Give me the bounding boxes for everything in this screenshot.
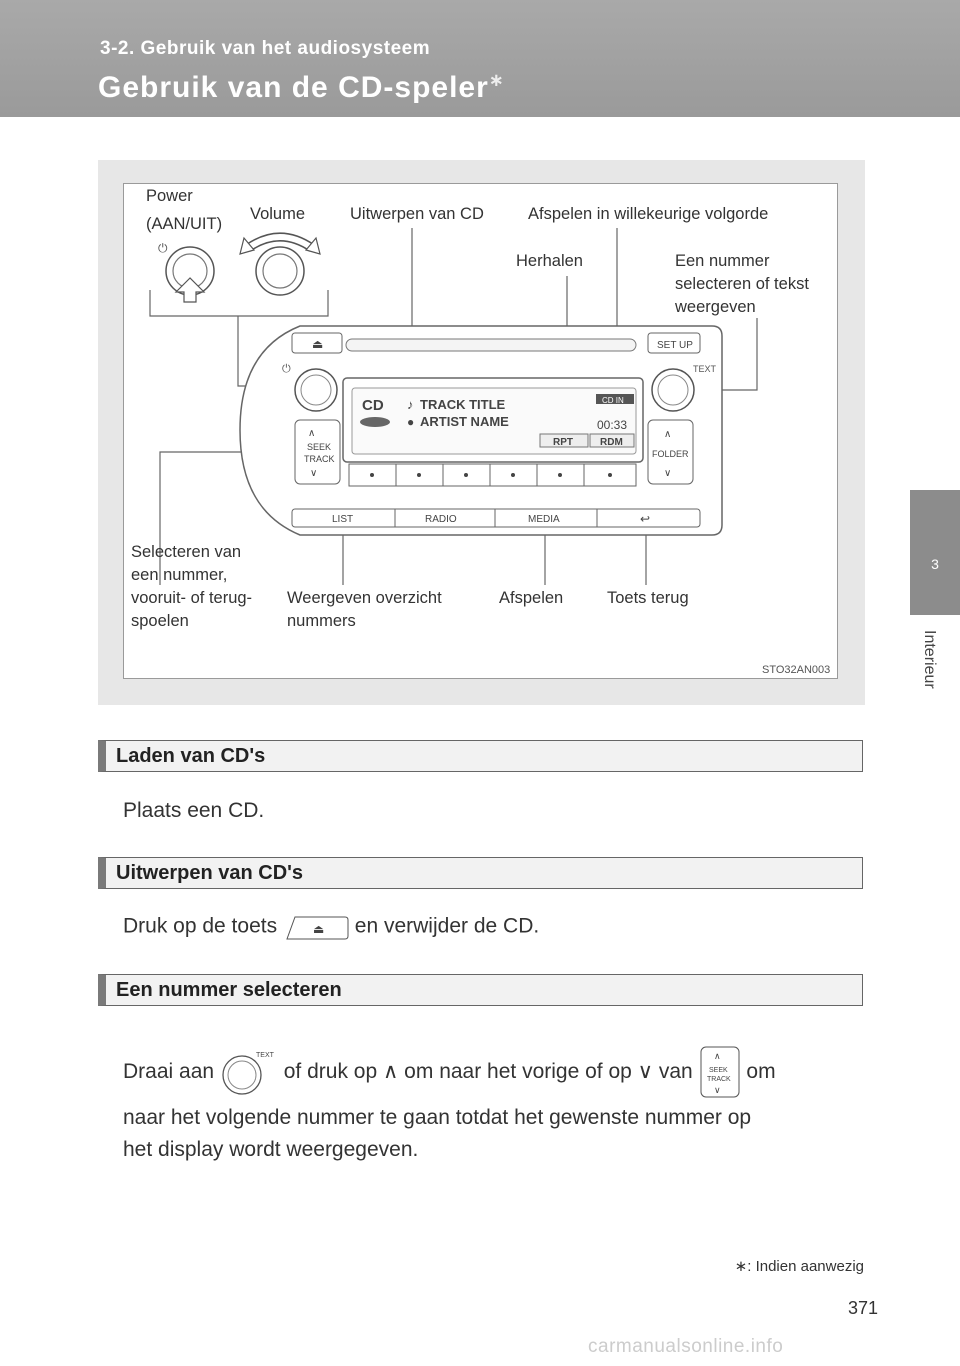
section-heading-select-text: Een nummer selecteren <box>116 979 342 1001</box>
seek-track-button <box>295 420 340 484</box>
note-icon: ♪ <box>407 397 414 412</box>
track-icon-label: TRACK <box>706 1076 731 1084</box>
chapter-number: 3 <box>931 556 939 572</box>
text-knob-label: TEXT <box>255 1052 274 1060</box>
disc-icon <box>360 417 390 427</box>
volume-knob-icon <box>240 237 320 295</box>
svg-text:∧: ∧ <box>308 428 316 439</box>
label-select-text-3: weergeven <box>675 298 756 316</box>
svg-text:∨: ∨ <box>310 468 318 479</box>
label-list-1: Weergeven overzicht <box>287 589 442 607</box>
select-text-line1 <box>123 1045 776 1099</box>
svg-text:⏏: ⏏ <box>312 922 325 936</box>
select-text-line2: naar het volgende nummer te gaan totdat het gewenste nummer op <box>123 1106 752 1129</box>
page-title-text: Gebruik van de CD-speler <box>98 71 489 104</box>
select-text-t2: of druk op ∧ om naar het vorige of op ∨ van <box>283 1060 693 1083</box>
label-seek-2: een nummer, <box>131 566 228 584</box>
radio-power-icon: ⏻ <box>282 363 291 375</box>
svg-text:∨: ∨ <box>713 1085 721 1096</box>
label-seek-4: spoelen <box>131 612 189 630</box>
section-heading-select <box>98 974 863 1006</box>
rpt-text: RPT <box>553 437 573 448</box>
seek-label: SEEK <box>307 442 332 452</box>
media-button-label: MEDIA <box>528 514 560 525</box>
chapter-label: Interieur <box>921 630 938 689</box>
seek-track-icon <box>699 1045 741 1099</box>
label-eject: Uitwerpen van CD <box>350 205 484 223</box>
display-artist-name: ARTIST NAME <box>420 414 509 429</box>
text-label: TEXT <box>693 364 717 374</box>
label-random: Afspelen in willekeurige volgorde <box>528 205 769 223</box>
preset-buttons <box>349 464 636 486</box>
footnote <box>735 1257 864 1275</box>
display-cd: CD <box>362 397 384 414</box>
eject-button-icon <box>283 914 349 940</box>
label-play: Afspelen <box>499 589 564 607</box>
svg-text:∧: ∧ <box>713 1051 721 1062</box>
seek-icon-label: SEEK <box>708 1067 728 1075</box>
display-time: 00:33 <box>597 418 628 432</box>
page-number: 371 <box>848 1298 879 1318</box>
person-icon: ● <box>407 415 415 429</box>
text-knob-icon <box>220 1047 278 1097</box>
svg-text:⏻: ⏻ <box>158 241 168 255</box>
label-seek-1: Selecteren van <box>131 543 242 561</box>
select-text-t3: om <box>746 1060 776 1083</box>
title-asterisk: ∗ <box>488 70 505 90</box>
svg-text:∨: ∨ <box>664 468 672 479</box>
select-text-t1: Draai aan <box>123 1060 215 1083</box>
section-heading-loading-text: Laden van CD's <box>116 745 266 767</box>
footnote-mark: ∗ <box>734 1258 748 1275</box>
rdm-text: RDM <box>600 437 623 448</box>
bottom-button-bar <box>292 509 700 527</box>
power-knob-icon <box>158 241 214 302</box>
figure-code: STO32AN003 <box>762 664 831 676</box>
list-button-label: LIST <box>332 514 354 525</box>
label-power: Power <box>146 187 193 205</box>
label-select-text-1: Een nummer <box>675 252 770 270</box>
svg-text:∧: ∧ <box>664 429 672 440</box>
watermark: carmanualsonline.info <box>588 1336 784 1357</box>
setup-label: SET UP <box>657 340 693 351</box>
track-label: TRACK <box>304 454 335 464</box>
radio-unit <box>240 326 722 535</box>
label-repeat: Herhalen <box>516 252 583 270</box>
back-arrow-icon: ↩ <box>640 512 651 526</box>
label-select-text-2: selecteren of tekst <box>675 275 809 293</box>
eject-text-after: en verwijder de CD. <box>354 914 540 938</box>
eject-icon: ⏏ <box>312 337 324 351</box>
loading-text: Plaats een CD. <box>123 799 265 822</box>
footnote-text: : Indien aanwezig <box>747 1258 864 1275</box>
cd-slot <box>346 339 636 351</box>
folder-label: FOLDER <box>652 449 689 459</box>
eject-text <box>123 914 539 940</box>
label-list-2: nummers <box>287 612 356 630</box>
radio-button-label: RADIO <box>425 514 457 525</box>
display-track-title: TRACK TITLE <box>420 397 506 412</box>
section-heading-eject-text: Uitwerpen van CD's <box>116 862 304 884</box>
label-power-onoff: (AAN/UIT) <box>146 215 223 233</box>
select-text-line3: het display wordt weergegeven. <box>123 1138 419 1161</box>
label-volume: Volume <box>250 205 306 223</box>
cd-in-text: CD IN <box>602 396 624 405</box>
eject-text-before: Druk op de toets <box>123 914 278 938</box>
label-seek-3: vooruit- of terug- <box>131 589 253 607</box>
section-subtitle: 3-2. Gebruik van het audiosysteem <box>100 38 431 59</box>
section-heading-loading <box>98 740 863 772</box>
label-back: Toets terug <box>607 589 689 607</box>
section-heading-eject <box>98 857 863 889</box>
